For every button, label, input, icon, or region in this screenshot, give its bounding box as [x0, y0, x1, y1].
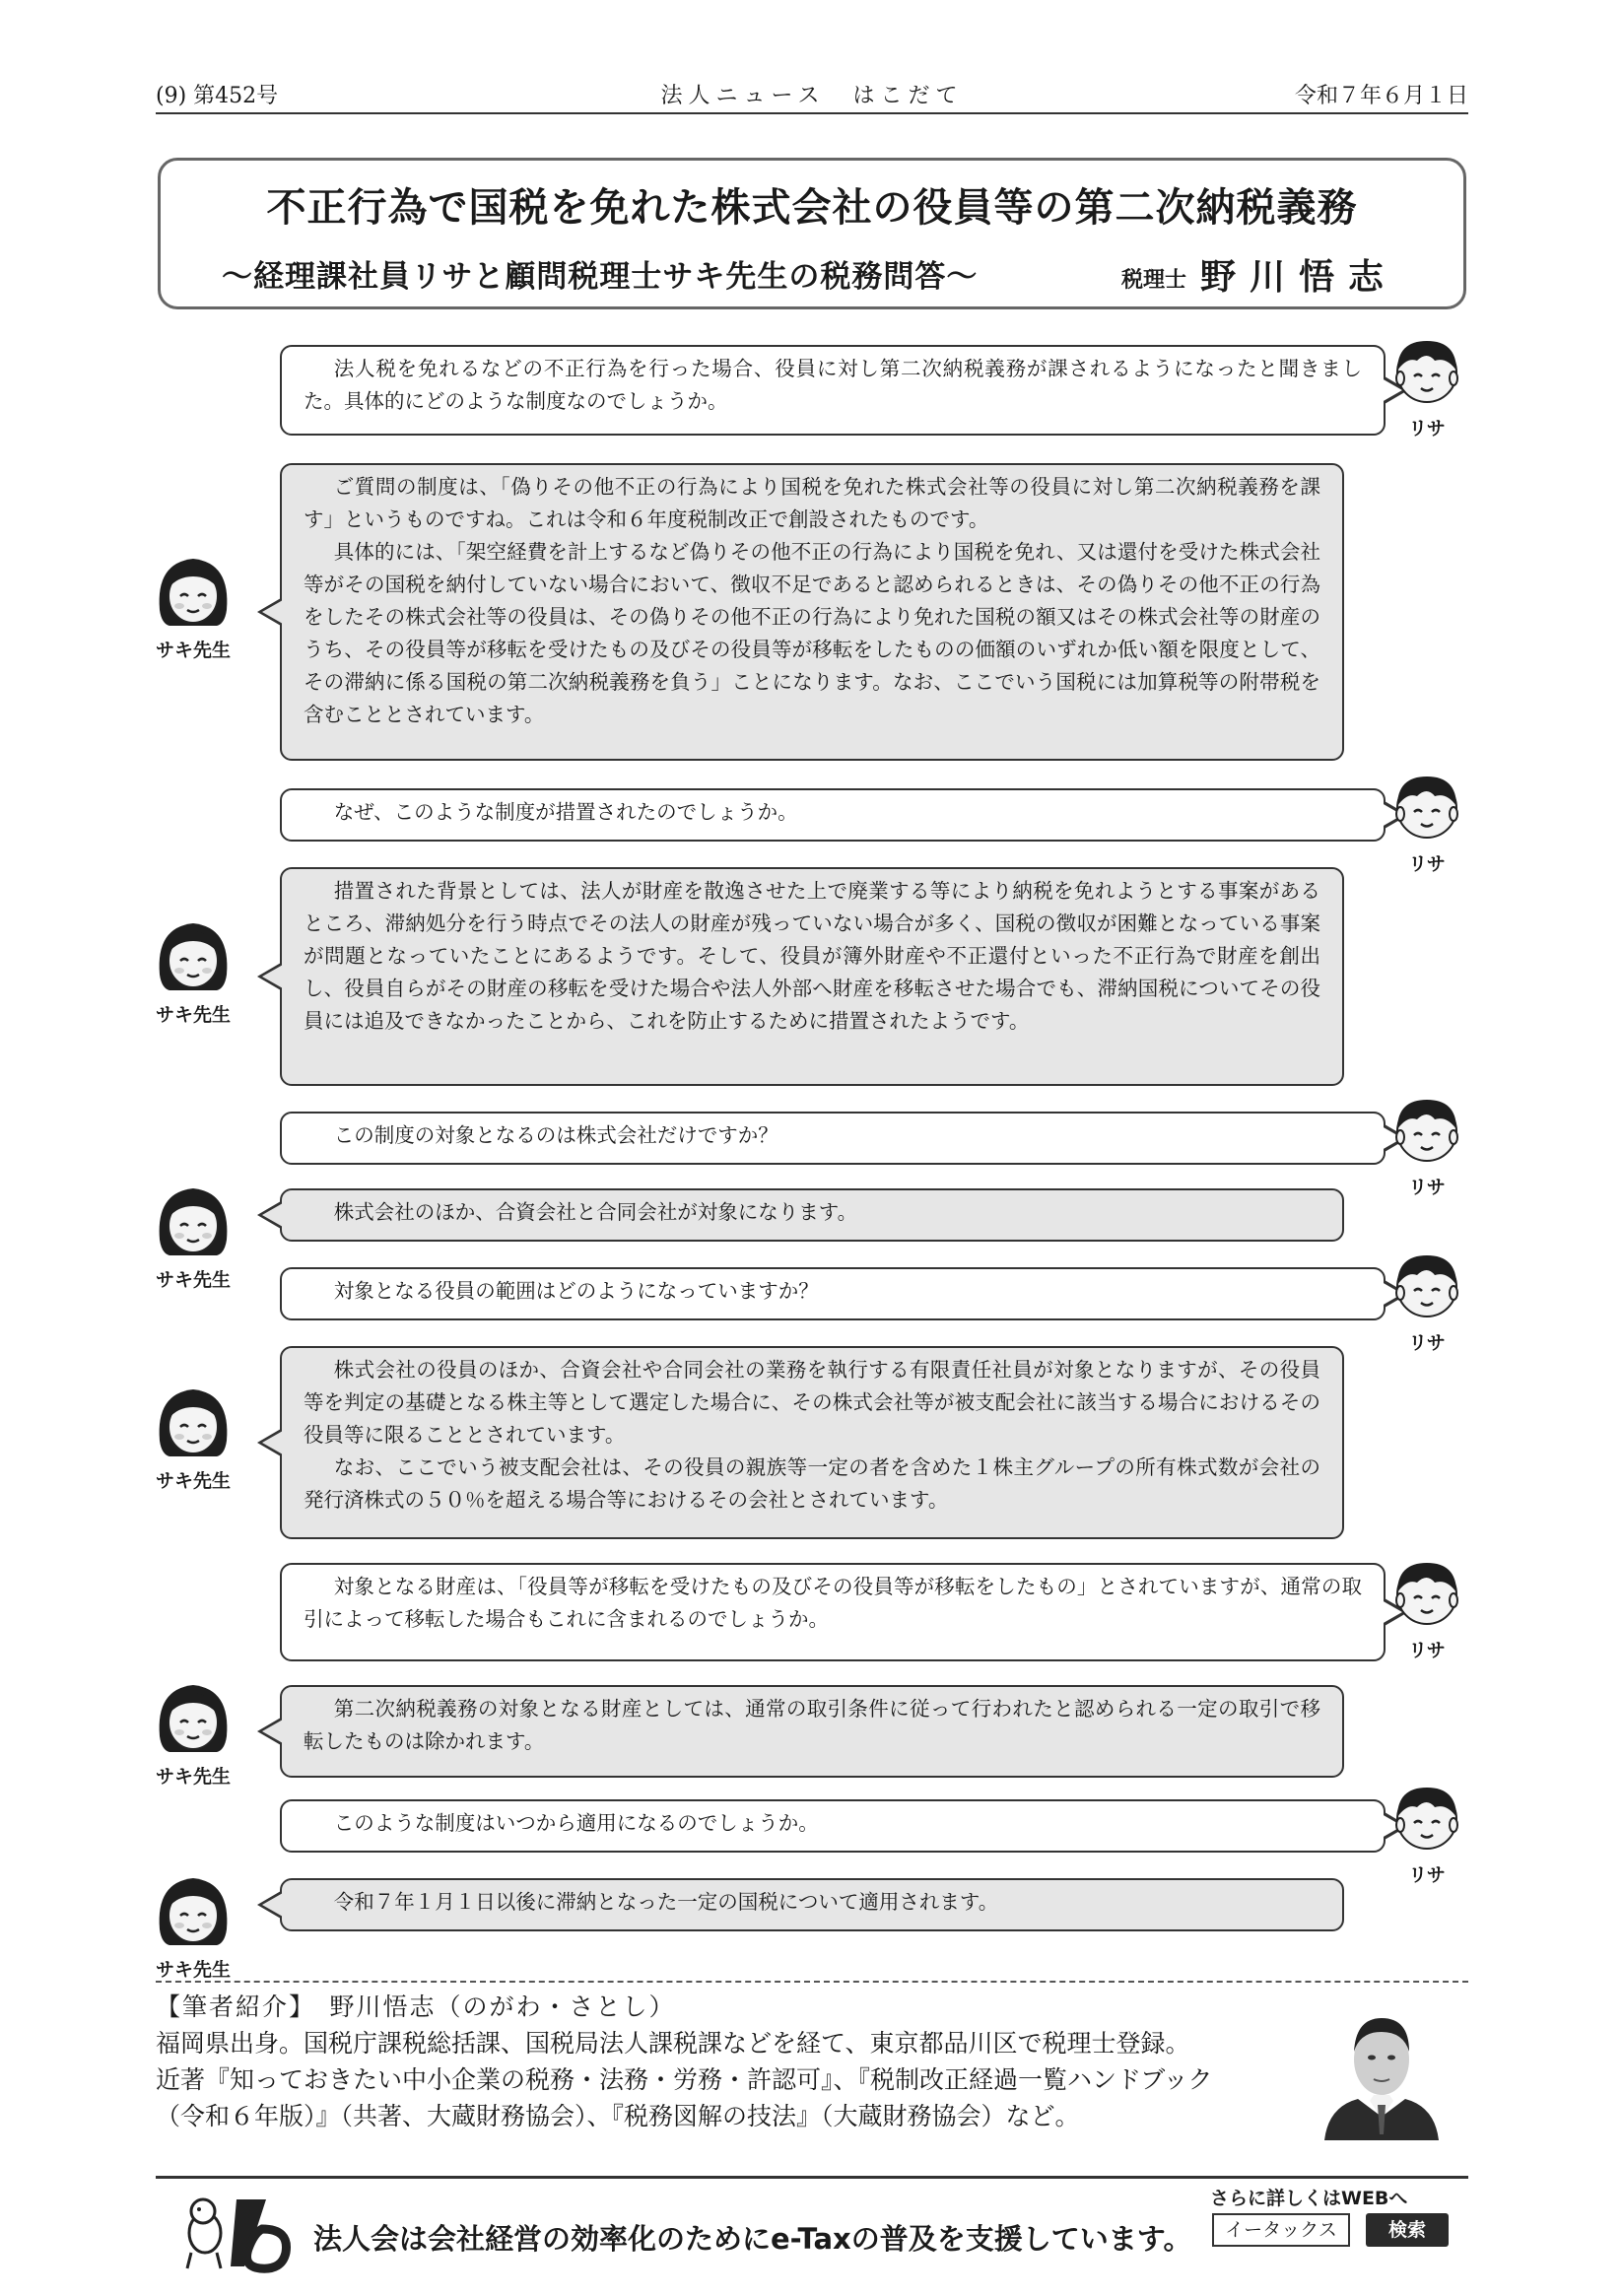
saki-name-label: サキ先生 [155, 1269, 231, 1291]
lisa-name-label: リサ [1408, 853, 1446, 875]
bio-heading: 【筆者紹介】 [156, 1992, 304, 2021]
bubble-tail-fill [262, 1893, 283, 1917]
bubble-tail-fill [262, 965, 283, 988]
dialogue-paragraph: 対象となる役員の範囲はどのようになっていますか？ [333, 1279, 819, 1303]
dialogue-paragraph: 第二次納税義務の対象となる財産としては、通常の取引条件に従って行われたと認められる一定の取引で移転したものは除かれます。 [304, 1697, 1320, 1753]
dialogue-paragraph: 措置された背景としては、法人が財産を散逸させた上で廃業する等により納税を免れようとする事案があるところ、滞納処分を行う時点でその法人の財産が残っていない場合が多く、国税の徴収が困難となっている事案が問題となっていたことにあるようです。そして、役員が簿外財産や不正還付といった不正行為で財産を創出し、役員自らがその財産の移転を受けた場合や法人外部へ財産を移転させた場合でも、滞納国税についてその役員には追及できなかったことから、これを防止するために措置されたようです。 [304, 879, 1320, 1033]
saki-speech-bubble [280, 1685, 1344, 1778]
page-header [156, 75, 1468, 114]
bio-header [156, 1989, 1319, 2025]
dialogue-paragraph: なぜ、このような制度が措置されたのでしょうか。 [333, 800, 798, 824]
lisa-speech-bubble [280, 788, 1386, 842]
saki-avatar-icon [154, 1181, 233, 1259]
title-box [158, 158, 1466, 309]
issue-number: (9) 第452号 [156, 84, 279, 108]
lisa-name-label: リサ [1408, 1640, 1446, 1661]
bio-line: （令和６年版）』（共著、大蔵財務協会）、『税務図解の技法』（大蔵財務協会）など。 [156, 2102, 1080, 2130]
dialogue-paragraph: 対象となる財産は、「役員等が移転を受けたもの及びその役員等が移転をしたもの」とされていますが、通常の取引によって移転した場合もこれに含まれるのでしょうか。 [304, 1575, 1362, 1631]
lisa-avatar-icon [1387, 331, 1466, 410]
footer-rule [156, 2176, 1468, 2179]
lisa-speech-bubble [280, 1563, 1386, 1661]
lisa-speech-bubble [280, 1267, 1386, 1320]
lisa-name-label: リサ [1408, 1177, 1446, 1198]
lisa-avatar-icon [1387, 1553, 1466, 1632]
bio-name: 野川悟志（のがわ・さとし） [329, 1992, 676, 2021]
saki-name-label: サキ先生 [155, 640, 231, 661]
saki-avatar-icon [154, 1382, 233, 1460]
saki-speech-bubble [280, 867, 1344, 1086]
lisa-speech-bubble [280, 1799, 1386, 1853]
issue-date: 令和７年６月１日 [1294, 84, 1468, 108]
saki-speech-bubble [280, 1346, 1344, 1539]
saki-name-label: サキ先生 [155, 1004, 231, 1026]
dialogue-paragraph: 具体的には、「架空経費を計上するなど偽りその他不正の行為により国税を免れ、又は還付を受けた株式会社等がその国税を納付していない場合において、徴収不足であると認められるときは、その偽りその他不正の行為をしたその株式会社等の役員は、その偽りその他不正の行為により免れた国税の額又はその株式会社等の財産のうち、その役員等が移転を受けたもの及びその役員等が移転をしたものの価額のいずれか低い額を限度として、その滞納に係る国税の第二次納税義務を負う」ことになります。なお、ここでいう国税には加算税等の附帯税を含むこととされています。 [304, 540, 1320, 726]
bio-line: 近著『知っておきたい中小企業の税務・法務・労務・許認可』、『税制改正経過一覧ハンドブック [156, 2065, 1213, 2094]
saki-name-label: サキ先生 [155, 1766, 231, 1788]
article-subtitle: 〜経理課社員リサと顧問税理士サキ先生の税務問答〜 [222, 259, 979, 295]
lisa-avatar-icon [1387, 767, 1466, 845]
saki-avatar-icon [154, 551, 233, 630]
newsletter-name: 法人ニュース はこだて [660, 84, 964, 108]
author-name: 野川悟志 [1200, 257, 1398, 298]
lisa-avatar-icon [1387, 1246, 1466, 1324]
lisa-speech-bubble [280, 345, 1386, 436]
dialogue-paragraph: この制度の対象となるのは株式会社だけですか？ [333, 1123, 778, 1147]
bubble-tail-fill [262, 1203, 283, 1227]
lisa-name-label: リサ [1408, 1332, 1446, 1354]
saki-speech-bubble [280, 1878, 1344, 1931]
author-role: 税理士 [1121, 268, 1187, 293]
dialogue-paragraph: 法人税を免れるなどの不正行為を行った場合、役員に対し第二次納税義務が課されるようになったと聞きました。具体的にどのような制度なのでしょうか。 [304, 357, 1362, 413]
bubble-tail-fill [262, 1431, 283, 1454]
dialogue-paragraph: 株式会社の役員のほか、合資会社や合同会社の業務を執行する有限責任社員が対象となりますが、その役員等を判定の基礎となる株主等として選定した場合に、その株式会社等が被支配会社に該当する場合におけるその役員等に限ることとされています。 [304, 1358, 1320, 1447]
saki-speech-bubble [280, 463, 1344, 761]
search-input[interactable]: イータックス [1212, 2213, 1350, 2247]
saki-avatar-icon [154, 1870, 233, 1949]
bio-divider [156, 1981, 1468, 1983]
dialogue-paragraph: このような制度はいつから適用になるのでしょうか。 [333, 1811, 819, 1835]
web-note: さらに詳しくはWEBへ [1210, 2188, 1408, 2209]
lisa-speech-bubble [280, 1112, 1386, 1165]
author-bio [156, 1989, 1319, 2134]
lisa-name-label: リサ [1408, 418, 1446, 439]
bio-line: 福岡県出身。国税庁課税総括課、国税局法人課税課などを経て、東京都品川区で税理士登録。 [156, 2029, 1190, 2058]
header-rule [156, 112, 1468, 114]
dialogue-paragraph: 令和７年１月１日以後に滞納となった一定の国税について適用されます。 [333, 1890, 999, 1914]
dialogue-paragraph: なお、ここでいう被支配会社は、その役員の親族等一定の者を含めた１株主グループの所有株式数が会社の発行済株式の５０％を超える場合等におけるその会社とされています。 [304, 1455, 1320, 1512]
lisa-avatar-icon [1387, 1778, 1466, 1857]
saki-name-label: サキ先生 [155, 1470, 231, 1492]
saki-speech-bubble [280, 1188, 1344, 1242]
lisa-name-label: リサ [1408, 1864, 1446, 1886]
search-button[interactable]: 検索 [1366, 2213, 1449, 2247]
footer-slogan: 法人会は会社経営の効率化のためにe-Taxの普及を支援しています。 [313, 2222, 1192, 2256]
author-photo [1315, 1996, 1449, 2140]
houjinkai-logo-icon [168, 2190, 296, 2274]
dialogue-paragraph: ご質問の制度は、「偽りその他不正の行為により国税を免れた株式会社等の役員に対し第二次納税義務を課す」というものですね。これは令和６年度税制改正で創設されたものです。 [304, 475, 1320, 531]
article-title: 不正行為で国税を免れた株式会社の役員等の第二次納税義務 [266, 185, 1358, 231]
saki-name-label: サキ先生 [155, 1959, 231, 1981]
lisa-avatar-icon [1387, 1090, 1466, 1169]
saki-avatar-icon [154, 1677, 233, 1756]
bubble-tail-fill [262, 1720, 283, 1743]
bubble-tail-fill [262, 600, 283, 624]
dialogue-paragraph: 株式会社のほか、合資会社と合同会社が対象になります。 [333, 1200, 858, 1224]
saki-avatar-icon [154, 915, 233, 994]
